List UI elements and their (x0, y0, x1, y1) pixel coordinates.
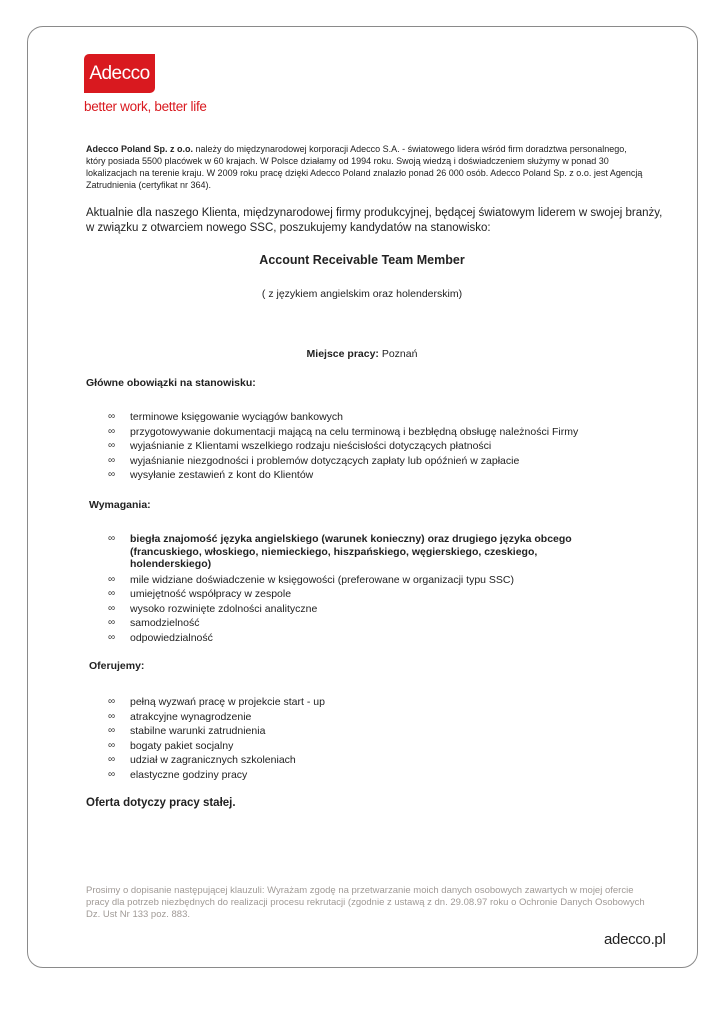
list-item: ∞ atrakcyjne wynagrodzenie (108, 710, 252, 723)
infinity-bullet-icon: ∞ (108, 768, 116, 780)
list-item: ∞ biegła znajomość języka angielskiego (warunek konieczny) oraz drugiego języka obcego (francuskiego, włoskiego, niemieckiego, hiszpańskiego, węgierskiego, czeskiego, holenderskiego) (108, 533, 572, 570)
list-item: ∞ pełną wyzwań pracę w projekcie start - up (108, 696, 325, 708)
intro-text: należy do międzynarodowej korporacji Adecco S.A. - światowego lidera wśród firm doradztwa personalnego, który posiada 5500 placówek w 60 krajach. W Polsce działamy od 1994 roku. Swoją wiedzą i doświadczeniem służymy w ponad 30 lokalizacjach na terenie kraju. W 2009 roku pracę dzięki Adecco Poland znalazło ponad 26 000 osób. Adecco Poland Sp. z o.o. jest Agencją Zatrudnienia (certyfikat nr 364). (86, 144, 643, 190)
list-item: ∞ terminowe księgowanie wyciągów bankowych (108, 411, 344, 423)
place-value: Poznań (378, 348, 418, 360)
infinity-bullet-icon: ∞ (108, 725, 116, 736)
job-title: Account Receivable Team Member (259, 253, 465, 267)
list-item: ∞ wyjaśnianie niezgodności i problemów dotyczących zapłaty lub opóźnień w zapłacie (108, 454, 520, 467)
logo-text: Adecco (89, 63, 150, 84)
infinity-bullet-icon: ∞ (108, 440, 116, 451)
requirements-header: Wymagania: (89, 499, 151, 511)
infinity-bullet-icon: ∞ (108, 469, 116, 480)
list-item: ∞ elastyczne godziny pracy (108, 768, 248, 781)
requirements-list (108, 533, 593, 645)
infinity-bullet-icon: ∞ (108, 533, 116, 544)
closing-statement: Oferta dotyczy pracy stałej. (86, 797, 236, 809)
infinity-bullet-icon: ∞ (108, 696, 116, 707)
list-item: ∞ wysoko rozwinięte zdolności analityczne (108, 602, 318, 615)
job-subtitle: ( z językiem angielskim oraz holenderskim) (261, 288, 463, 300)
offer-header: Oferujemy: (89, 660, 145, 672)
lead-paragraph: Aktualnie dla naszego Klienta, międzynarodowej firmy produkcyjnej, będącej światowym liderem w swojej branży, w związku z otwarciem nowego SSC, poszukujemy kandydatów na stanowisko: (86, 207, 663, 234)
list-item: ∞ udział w zagranicznych szkoleniach (108, 754, 296, 766)
infinity-bullet-icon: ∞ (108, 588, 116, 599)
list-item: ∞ stabilne warunki zatrudnienia (108, 725, 266, 737)
list-item: ∞ przygotowywanie dokumentacji mającą na celu terminową i bezbłędną obsługę należności Firmy (108, 425, 579, 438)
list-item: ∞ odpowiedzialność (108, 631, 213, 644)
infinity-bullet-icon: ∞ (108, 411, 116, 422)
duties-list (108, 410, 608, 483)
infinity-bullet-icon: ∞ (108, 631, 116, 643)
company-name: Adecco Poland Sp. z o.o. (86, 144, 194, 154)
data-consent-clause: Prosimy o dopisanie następującej klauzuli: Wyrażam zgodę na przetwarzanie moich danych osobowych zawartych w mojej ofercie pracy dla potrzeb niezbędnych do realizacji procesu rekrutacji (zgodnie z ustawą z dn. 29.08.97 roku o Ochronie Danych Osobowych Dz. Ust Nr 133 poz. 883. (86, 885, 645, 920)
list-item: ∞ wyjaśnianie z Klientami wszelkiego rodzaju nieścisłości dotyczących płatności (108, 440, 492, 452)
list-item: ∞ umiejętność współpracy w zespole (108, 588, 292, 600)
brand-tagline: better work, better life (84, 99, 207, 114)
infinity-bullet-icon: ∞ (108, 602, 116, 614)
adecco-logo (84, 54, 155, 93)
infinity-bullet-icon: ∞ (108, 573, 116, 585)
company-intro (86, 143, 646, 191)
infinity-bullet-icon: ∞ (108, 710, 116, 722)
list-item: ∞ samodzielność (108, 617, 200, 629)
list-item: ∞ mile widziane doświadczenie w księgowości (preferowane w organizacji typu SSC) (108, 573, 515, 586)
infinity-bullet-icon: ∞ (108, 754, 116, 765)
place-label: Miejsce pracy: (306, 348, 379, 360)
infinity-bullet-icon: ∞ (108, 617, 116, 628)
list-item: ∞ wysyłanie zestawień z kont do Klientów (108, 469, 314, 481)
duties-header: Główne obowiązki na stanowisku: (86, 377, 256, 389)
list-item: ∞ bogaty pakiet socjalny (108, 739, 234, 752)
infinity-bullet-icon: ∞ (108, 425, 116, 437)
infinity-bullet-icon: ∞ (108, 739, 116, 751)
offer-list (108, 695, 608, 782)
work-location (0, 348, 724, 360)
website-link[interactable]: adecco.pl (604, 931, 666, 948)
infinity-bullet-icon: ∞ (108, 454, 116, 466)
